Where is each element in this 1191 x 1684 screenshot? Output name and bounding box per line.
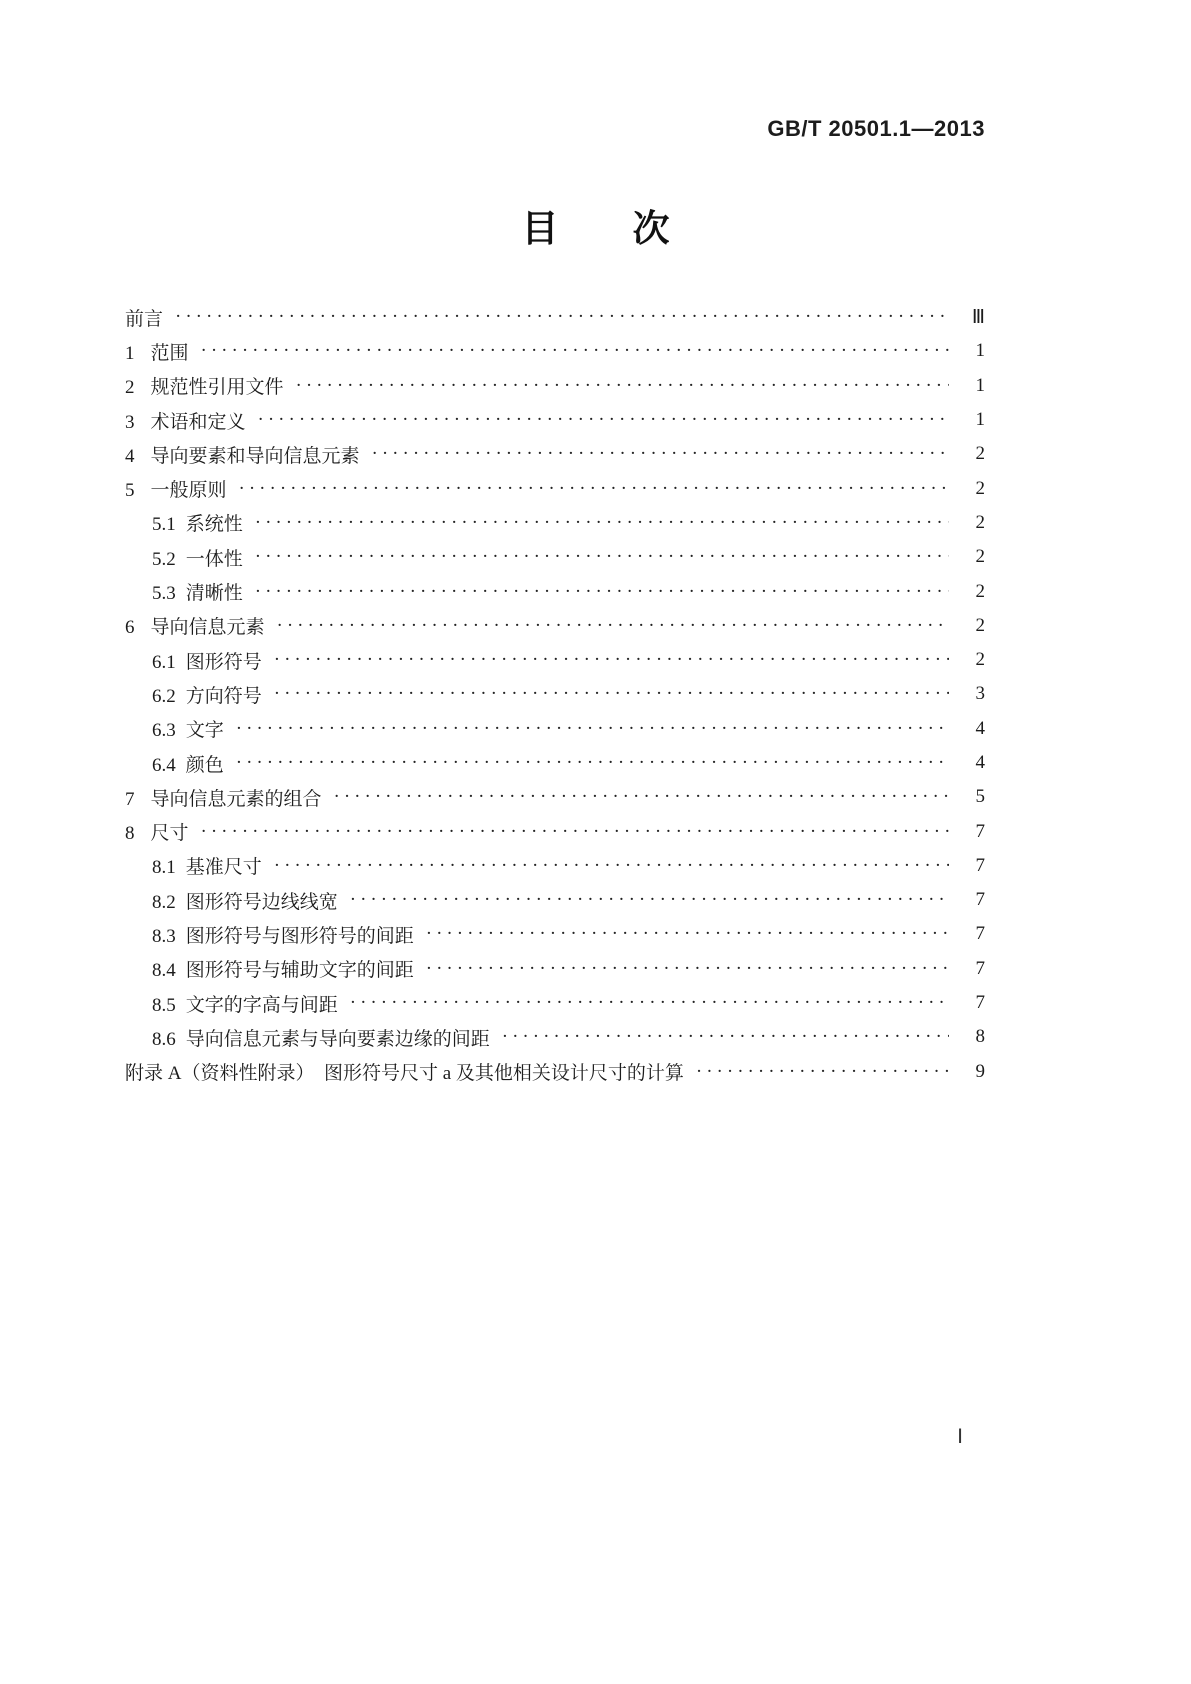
footer-page-number: Ⅰ [957,1426,963,1448]
toc-entry-number: 5.2 [152,548,176,570]
toc-entry [125,712,985,746]
toc-entry-label: 6.2 方向符号 [152,685,262,707]
toc-entry-number: 6 [125,617,135,639]
toc-entry-label: 8.5 文字的字高与间距 [152,994,338,1016]
toc-entry-number: 6.3 [152,720,176,742]
page-title: 目 次 [521,208,670,249]
toc-entry-page: 2 [975,477,985,499]
toc-entry-page: 5 [975,786,985,808]
toc-entry-page: 4 [975,717,985,739]
dot-leader [258,409,949,431]
toc-entry-label: 5.3 清晰性 [152,583,243,605]
toc-entry-number: 4 [125,445,135,467]
toc-entry-label: 3 术语和定义 [125,411,246,433]
toc-entry-number: 5.3 [152,583,176,605]
toc-entry-number: 2 [125,377,135,399]
dot-leader [236,718,949,740]
toc-entry-number: 8.4 [152,960,176,982]
toc-entry-number: 8.2 [152,891,176,913]
dot-leader [255,546,949,568]
toc-entry [125,369,985,403]
toc-entry-page: 7 [975,889,985,911]
dot-leader [255,512,949,534]
toc-entry-label: 8.6 导向信息元素与导向要素边缘的间距 [152,1028,490,1050]
toc-entry-page: 7 [975,992,985,1014]
toc-entry-label: 6.3 文字 [152,720,224,742]
dot-leader [274,649,949,671]
toc-entry-page: 7 [975,820,985,842]
toc-entry [125,334,985,368]
dot-leader [277,615,949,637]
toc-entry-label: 8 尺寸 [125,823,189,845]
toc-entry-page: 4 [975,752,985,773]
toc-entry-number: 5.1 [152,514,176,536]
toc-entry [125,746,985,780]
toc-entry-number: 5 [125,480,135,502]
toc-entry [125,1020,985,1054]
toc-entry-page: 2 [975,443,985,465]
toc-entry [125,643,985,677]
toc-entry-label: 8.1 基准尺寸 [152,857,262,879]
dot-leader [334,786,949,808]
toc-entry [125,540,985,574]
toc-entry-page: Ⅲ [971,306,985,328]
toc-entry-label: 6 导向信息元素 [125,617,265,639]
toc-entry-number: 8.3 [152,925,176,947]
table-of-contents [125,300,985,1089]
toc-entry [125,1055,985,1089]
toc-entry [125,300,985,334]
toc-entry-label: 8.3 图形符号与图形符号的间距 [152,925,414,947]
toc-entry-label: 1 范围 [125,342,189,364]
toc-entry-label: 前言 [125,308,164,330]
dot-leader [239,478,949,500]
toc-entry [125,609,985,643]
toc-entry-label: 7 导向信息元素的组合 [125,788,322,810]
dot-leader [372,443,949,465]
toc-entry-label: 6.4 颜色 [152,754,224,776]
dot-leader [426,958,949,980]
toc-entry-number: 8.5 [152,994,176,1016]
toc-entry-number: 8.6 [152,1028,176,1050]
dot-leader [502,1026,949,1048]
toc-entry-page: 2 [975,546,985,568]
toc-entry [125,952,985,986]
toc-entry-number: 6.1 [152,651,176,673]
toc-entry-label: 2 规范性引用文件 [125,377,284,399]
toc-entry-label: 8.2 图形符号边线线宽 [152,891,338,913]
toc-entry-label: 8.4 图形符号与辅助文字的间距 [152,960,414,982]
dot-leader [255,581,949,603]
dot-leader [696,1061,949,1083]
toc-entry-number: 7 [125,788,135,810]
toc-entry [125,814,985,848]
toc-entry-page: 1 [975,374,985,396]
toc-entry-label: 附录 A（资料性附录） 图形符号尺寸 a 及其他相关设计尺寸的计算 [125,1063,684,1085]
toc-entry-page: 1 [975,409,985,431]
toc-entry-page: 7 [975,957,985,979]
toc-entry-label: 5 一般原则 [125,480,227,502]
document-number: GB/T 20501.1—2013 [767,116,985,141]
toc-entry [125,986,985,1020]
dot-leader [350,992,949,1014]
toc-entry [125,780,985,814]
toc-entry-page: 7 [975,923,985,945]
toc-entry-number: 6.4 [152,754,176,776]
toc-entry [125,677,985,711]
dot-leader [426,923,949,945]
toc-entry [125,506,985,540]
toc-entry [125,883,985,917]
toc-entry [125,437,985,471]
toc-entry-number: 6.2 [152,685,176,707]
toc-entry-label: 5.1 系统性 [152,514,243,536]
toc-entry-number: 8.1 [152,857,176,879]
toc-entry [125,574,985,608]
dot-leader [296,375,949,397]
dot-leader [201,821,949,843]
toc-entry-label: 6.1 图形符号 [152,651,262,673]
toc-entry-number: 8 [125,823,135,845]
dot-leader [350,889,949,911]
toc-entry-page: 9 [975,1060,985,1082]
dot-leader [175,306,949,328]
toc-entry [125,849,985,883]
toc-entry [125,403,985,437]
dot-leader [274,683,949,705]
dot-leader [201,340,949,362]
toc-entry-page: 7 [975,854,985,876]
toc-entry-number: 3 [125,411,135,433]
toc-entry-page: 2 [975,511,985,533]
toc-entry-page: 3 [975,683,985,705]
dot-leader [236,752,949,774]
toc-entry-page: 2 [975,649,985,671]
toc-entry-page: 2 [975,614,985,636]
toc-entry [125,471,985,505]
toc-entry-page: 1 [975,340,985,362]
dot-leader [274,855,949,877]
toc-entry-page: 8 [975,1026,985,1048]
toc-entry-page: 2 [975,580,985,602]
toc-entry-label: 5.2 一体性 [152,548,243,570]
toc-entry-label: 4 导向要素和导向信息元素 [125,445,360,467]
toc-entry-number: 1 [125,342,135,364]
toc-entry [125,917,985,951]
